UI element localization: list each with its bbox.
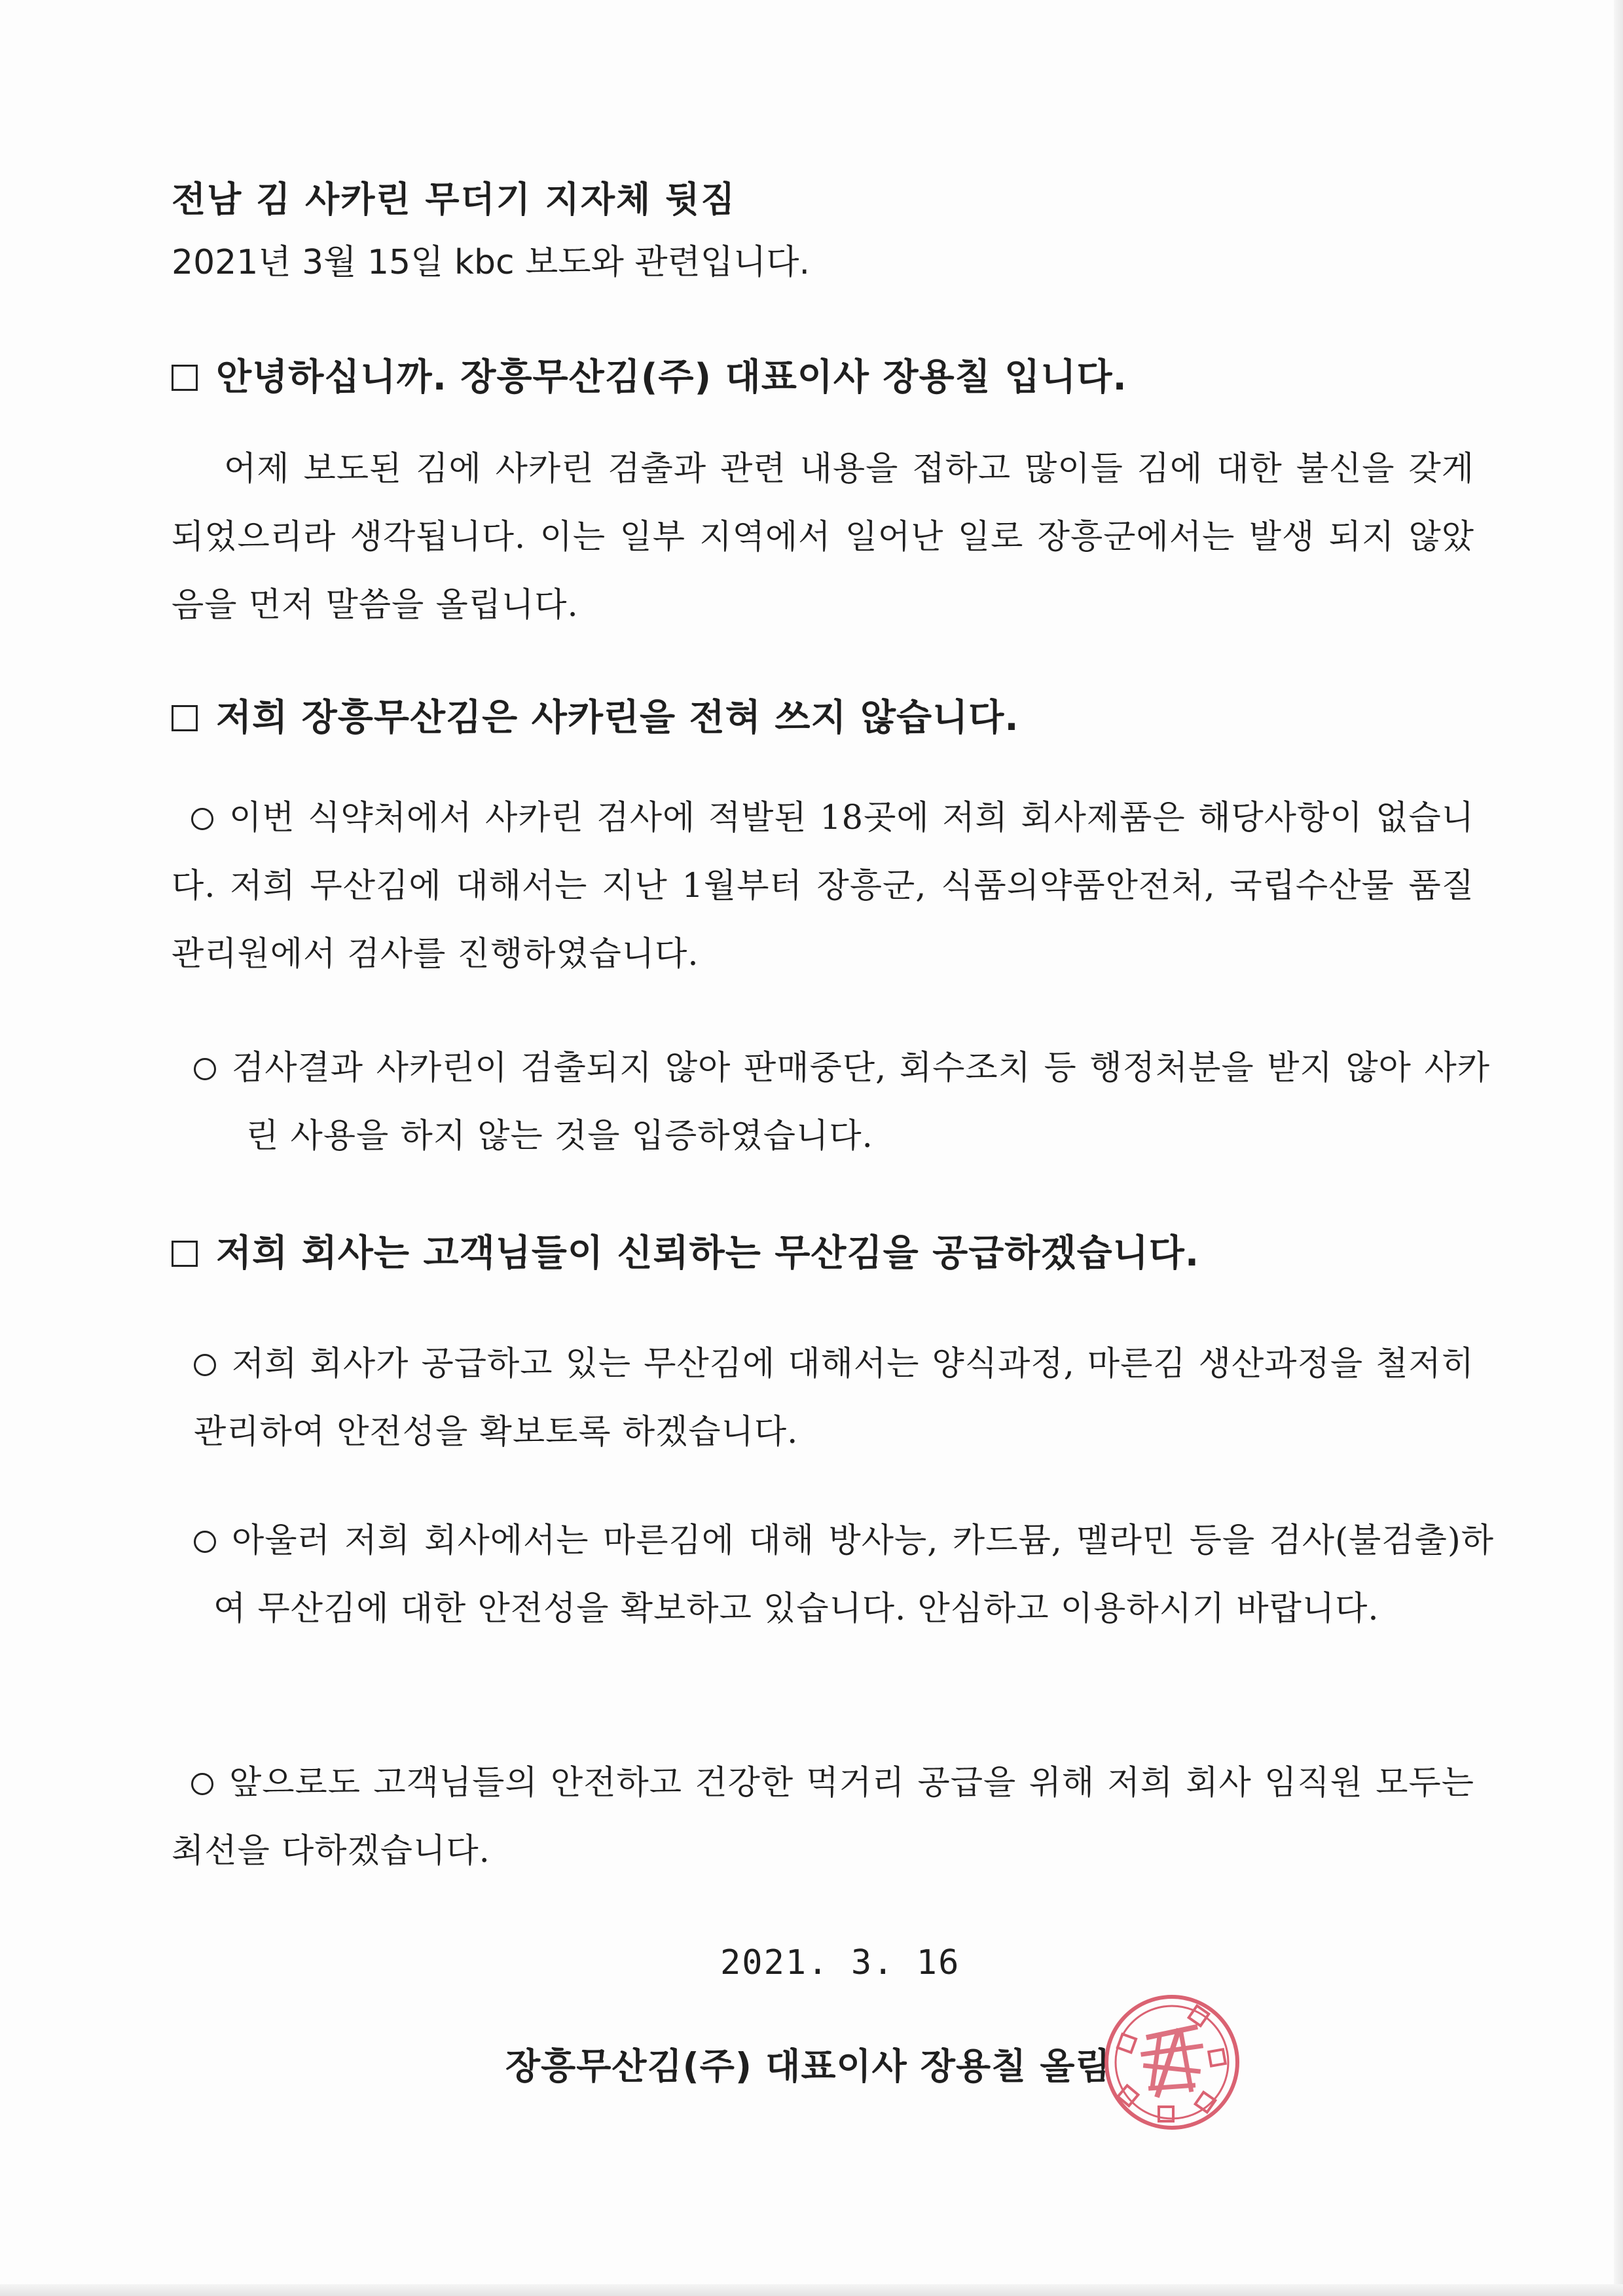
paragraph-text: 아울러 저희 회사에서는 마른김에 대해 방사능, 카드뮴, 멜라민 등을 검사(불검출)하여 무산김에 대한 안전성을 확보하고 있습니다. 안심하고 이용하시기 바랍니다. [213, 1522, 1494, 1628]
checkbox-square-icon [172, 1241, 198, 1267]
paragraph-text: 검사결과 사카린이 검출되지 않아 판매중단, 회수조치 등 행정처분을 받지 않아 사카린 사용을 하지 않는 것을 입증하였습니다. [232, 1049, 1490, 1156]
paragraph-text: 앞으로도 고객님들의 안전하고 건강한 먹거리 공급을 위해 저희 회사 임직원 모두는 최선을 다하겠습니다. [172, 1764, 1474, 1870]
section-heading-text: 안녕하십니까. 장흥무산김(주) 대표이사 장용칠 입니다. [216, 356, 1127, 399]
paragraph-text: 저희 회사가 공급하고 있는 무산김에 대해서는 양식과정, 마른김 생산과정을 철저히 관리하여 안전성을 확보토록 하겠습니다. [194, 1345, 1474, 1451]
section-heading-text: 저희 회사는 고객님들이 신뢰하는 무산김을 공급하겠습니다. [216, 1232, 1200, 1275]
document-date: 2021. 3. 16 [720, 1943, 960, 1982]
scan-edge-bottom [0, 2284, 1623, 2296]
company-seal-stamp [1100, 1990, 1244, 2134]
circle-bullet-icon [191, 808, 213, 830]
section-3-paragraph-1 [194, 1330, 1474, 1467]
section-heading-3 [172, 1224, 1199, 1277]
circle-bullet-icon [191, 1773, 213, 1795]
checkbox-square-icon [172, 705, 198, 731]
section-1-paragraph-1: 어제 보도된 김에 사카린 검출과 관련 내용을 접하고 많이들 김에 대한 불신을 갖게 되었으리라 생각됩니다. 이는 일부 지역에서 일어난 일로 장흥군에서는 발생 되지 않았음을 먼저 말씀을 올립니다. [172, 450, 1474, 625]
signature-line: 장흥무산김(주) 대표이사 장용칠 올림 [505, 2045, 1111, 2087]
circle-bullet-icon [194, 1531, 216, 1553]
circle-bullet-icon [194, 1354, 216, 1376]
section-3-paragraph-2 [194, 1507, 1494, 1643]
section-heading-2 [172, 689, 1019, 741]
circle-bullet-icon [194, 1058, 216, 1080]
section-2-paragraph-1 [172, 784, 1474, 989]
document-subtitle: 2021년 3월 15일 kbc 보도와 관련입니다. [172, 243, 811, 282]
checkbox-square-icon [172, 365, 198, 391]
scan-edge-right [1614, 0, 1623, 2296]
section-heading-1 [172, 348, 1127, 401]
section-2-paragraph-2 [194, 1034, 1490, 1171]
section-3-paragraph-3 [172, 1749, 1474, 1886]
paragraph-text: 이번 식약처에서 사카린 검사에 적발된 18곳에 저희 회사제품은 해당사항이 없습니다. 저희 무산김에 대해서는 지난 1월부터 장흥군, 식품의약품안전처, 국립수산물 품질관리원에서 검사를 진행하였습니다. [172, 799, 1474, 974]
section-heading-text: 저희 장흥무산김은 사카린을 전혀 쓰지 않습니다. [216, 697, 1019, 739]
document-title: 전남 김 사카린 무더기 지자체 뒷짐 [172, 179, 737, 220]
